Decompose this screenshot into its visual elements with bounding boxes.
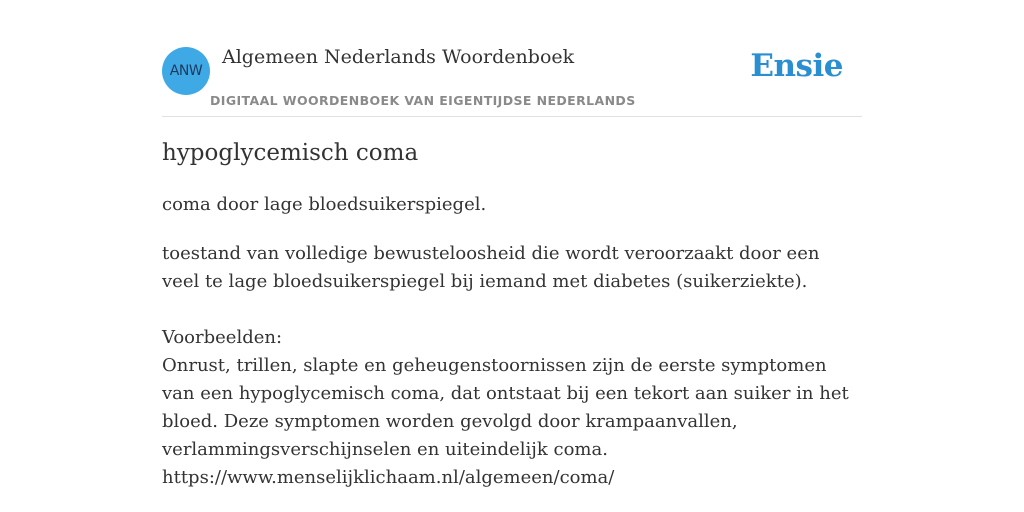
anw-logo[interactable] [162,47,210,95]
site-subtitle: DIGITAAL WOORDENBOEK VAN EIGENTIJDSE NEDERLANDS [210,93,636,108]
entry-explanation-block [162,240,862,492]
ensie-logo[interactable]: Ensie [750,48,843,84]
page [162,0,862,512]
entry-explanation: toestand van volledige bewusteloosheid die wordt veroorzaakt door een veel te lage bloedsuikerspiegel bij iemand met diabetes (suikerziekte). [162,243,820,292]
logo-text: ANW [169,63,203,79]
source-link[interactable]: https://www.menselijklichaam.nl/algemeen/coma/ [162,467,615,488]
entry-term: hypoglycemisch coma [162,140,419,166]
spacer [162,296,862,324]
site-header [162,0,862,117]
entry-definition: coma door lage bloedsuikerspiegel. [162,194,487,215]
examples-label: Voorbeelden: [162,327,283,348]
example-text: Onrust, trillen, slapte en geheugenstoornissen zijn de eerste symptomen van een hypoglycemisch coma, dat ontstaat bij een tekort aan suiker in het bloed. Deze symptomen worden gevolgd door krampaanvallen, verlammingsverschijnselen en uiteindelijk coma. [162,355,849,460]
site-title[interactable]: Algemeen Nederlands Woordenboek [222,46,575,68]
